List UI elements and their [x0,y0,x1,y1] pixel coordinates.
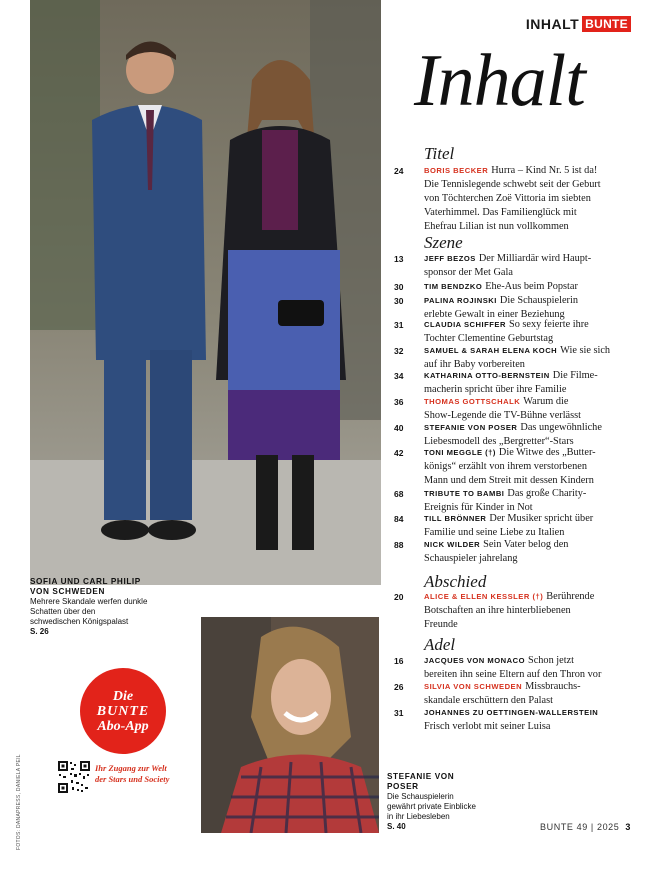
toc-entry-name: CLAUDIA SCHIFFER [424,320,506,329]
toc-entry-name: ALICE & ELLEN KESSLER (†) [424,592,544,601]
caption-text-line: in ihr Liebesleben [387,812,450,821]
toc-entry-text: Die Schauspielerin [499,295,578,306]
toc-entry-name: BORIS BECKER [424,166,489,175]
toc-entry-text: erlebte Gewalt in einer Beziehung [424,309,565,320]
toc-page-number: 30 [394,296,404,306]
caption-text-line: gewährt private Einblicke [387,802,476,811]
caption-text-line: Mehrere Skandale werfen dunkle [30,597,148,606]
photo-credit: FOTOS: DANAPRESS, DANIELA PEIL [16,754,22,850]
toc-entry-text: Der Milliardär wird Haupt- [478,253,592,264]
toc-entry[interactable] [394,395,634,423]
toc-entry-name: PALINA ROJINSKI [424,296,497,305]
toc-page-number: 20 [394,592,404,602]
toc-entry[interactable] [394,252,634,280]
toc-page-number: 88 [394,540,404,550]
caption-name-line: STEFANIE VON [387,772,455,781]
caption-page-ref: S. 26 [30,627,49,636]
abo-app-badge[interactable] [80,668,166,754]
toc-page-number: 42 [394,448,404,458]
toc-entry-text: Ehefrau Lilian ist nun vollkommen [424,221,569,232]
toc-entry-text: königs“ erzählt von ihrem verstorbenen [424,461,587,472]
toc-entry-name: TRIBUTE TO BAMBI [424,489,505,498]
toc-entry-text: Schauspieler jahrelang [424,553,518,564]
toc-entry-text: von Töchterchen Zoë Vittoria im siebten [424,193,591,204]
toc-entry-name: KATHARINA OTTO-BERNSTEIN [424,371,550,380]
toc-entry-text: Die Witwe des „Butter- [498,447,596,458]
caption-name-line: VON SCHWEDEN [30,587,105,596]
toc-entry-text: auf ihr Baby vorbereiten [424,359,525,370]
toc-entry-text: Familie und seine Liebe zu Italien [424,527,565,538]
toc-entry[interactable] [394,318,634,346]
toc-page-number: 32 [394,346,404,356]
toc-entry-text: So sexy feierte ihre [508,319,589,330]
toc-entry[interactable] [394,538,634,566]
caption-text-line: Die Schauspielerin [387,792,454,801]
portrait-photo-illustration [201,617,379,833]
caption-couple [30,577,147,637]
toc-page-number: 34 [394,371,404,381]
page-footer [540,822,631,832]
toc-entry-text: Liebesmodell des „Bergretter“-Stars [424,436,574,447]
couple-photo-illustration [30,0,381,585]
toc-entry-text: Freunde [424,619,458,630]
badge-line: Abo-App [97,718,149,734]
toc-entry[interactable] [394,706,634,734]
toc-entry[interactable] [394,590,634,632]
toc-page-number: 16 [394,656,404,666]
toc-entry-name: TONI MEGGLE (†) [424,448,496,457]
toc-entry-text: Schon jetzt [527,655,575,666]
toc-entry-text: sponsor der Met Gala [424,267,513,278]
toc-entry[interactable] [394,369,634,397]
toc-entry[interactable] [394,446,634,488]
toc-entry[interactable] [394,512,634,540]
toc-entry-text: Warum die [523,396,569,407]
badge-line: Die [112,688,134,704]
page-header [526,16,631,32]
toc-page-number: 31 [394,320,404,330]
toc-entry-text: Tochter Clementine Geburtstag [424,333,554,344]
portrait-photo-stefanie [201,617,379,833]
toc-entry-name: TIM BENDZKO [424,282,483,291]
toc-page-number: 68 [394,489,404,499]
toc-entry-name: TILL BRÖNNER [424,514,487,523]
toc-page-number: 26 [394,682,404,692]
toc-entry-name: SAMUEL & SARAH ELENA KOCH [424,346,558,355]
header-word: INHALT [525,16,580,32]
toc-page-number: 30 [394,282,404,292]
caption-stefanie [387,772,476,832]
toc-page-number: 31 [394,708,404,718]
toc-entry[interactable] [394,421,634,449]
toc-entry-text: Die Tennislegende schwebt seit der Geburt [424,179,601,190]
toc-page-number: 13 [394,254,404,264]
toc-entry-text: Vaterhimmel. Das Familienglück mit [424,207,577,218]
toc-entry-text: Berührende [546,591,595,602]
caption-name-line: POSER [387,782,419,791]
promo-line: der Stars und Society [95,774,170,784]
toc-page-number: 36 [394,397,404,407]
toc-entry-name: THOMAS GOTTSCHALK [424,397,521,406]
toc-entry[interactable] [394,164,634,234]
toc-page-number: 24 [394,166,404,176]
toc-page-number: 84 [394,514,404,524]
toc-entry-name: JEFF BEZOS [424,254,476,263]
section-title-titel: Titel [424,144,455,163]
toc-entry-text: skandale erschüttern den Palast [424,695,553,706]
toc-entry-text: Das ungewöhnliche [520,422,602,433]
toc-entry-text: macherin spricht über ihre Familie [424,384,567,395]
toc-entry-text: Das große Charity- [507,488,587,499]
cover-photo-couple [30,0,381,585]
toc-entry-text: Ereignis für Kinder in Not [424,502,533,513]
toc-entry-name: JOHANNES ZU OETTINGEN-WALLERSTEIN [424,708,599,717]
toc-entry[interactable] [394,654,634,682]
toc-entry[interactable] [394,344,634,372]
issue-label: BUNTE 49 | 2025 [540,822,620,832]
toc-entry-text: Ehe-Aus beim Popstar [485,281,578,292]
badge-line: BUNTE [96,703,150,719]
brand-logo: BUNTE [582,16,631,32]
toc-entry-name: NICK WILDER [424,540,481,549]
toc-entry[interactable] [394,487,634,515]
toc-entry-name: JACQUES VON MONACO [424,656,525,665]
toc-entry-text: Missbrauchs- [525,681,581,692]
page-number: 3 [625,822,631,832]
qr-code-icon[interactable] [57,760,91,794]
section-title-abschied: Abschied [424,572,487,591]
toc-entry-text: Hurra – Kind Nr. 5 ist da! [491,165,598,176]
toc-page-number: 40 [394,423,404,433]
toc-entry-name: SILVIA VON SCHWEDEN [424,682,523,691]
toc-entry-text: Wie sie sich [560,345,611,356]
caption-text-line: Schatten über den [30,607,96,616]
app-promo-text [95,763,195,785]
toc-entry[interactable] [394,280,634,294]
toc-entry-text: bereiten ihn seine Eltern auf den Thron vor [424,669,602,680]
caption-text-line: schwedischen Königspalast [30,617,129,626]
toc-entry-name: STEFANIE VON POSER [424,423,518,432]
section-title-adel: Adel [424,635,456,654]
promo-line: Ihr Zugang zur Welt [95,763,167,773]
caption-name-line: SOFIA UND CARL PHILIP [30,577,141,586]
page-title: Inhalt [414,40,585,122]
toc-entry-text: Mann und dem Streit mit dessen Kindern [424,475,594,486]
toc-entry-text: Sein Vater belog den [483,539,569,550]
toc-entry-text: Botschaften an ihre hinterbliebenen [424,605,571,616]
toc-entry-text: Der Musiker spricht über [489,513,594,524]
toc-entry-text: Die Filme- [552,370,598,381]
toc-entry-text: Show-Legende die TV-Bühne verlässt [424,410,581,421]
toc-entry-text: Frisch verlobt mit seiner Luisa [424,721,551,732]
toc-entry[interactable] [394,680,634,708]
section-title-szene: Szene [424,233,463,252]
caption-page-ref: S. 40 [387,822,406,831]
